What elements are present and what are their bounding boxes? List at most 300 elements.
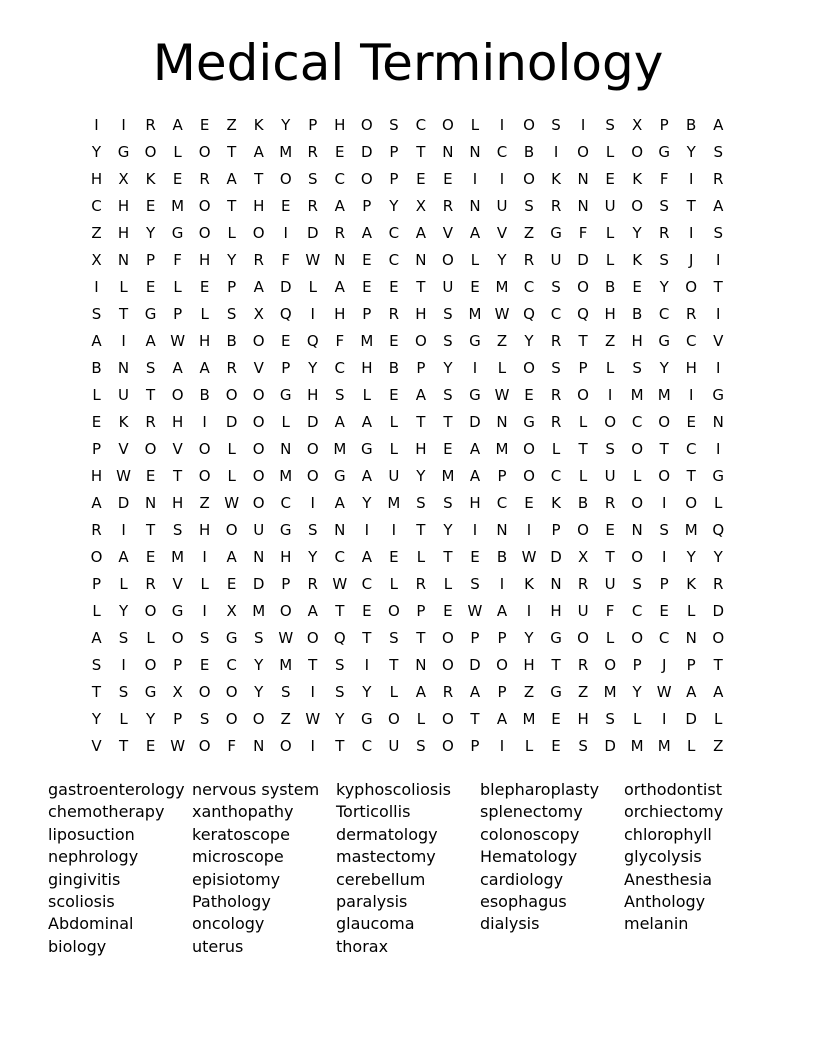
grid-letter: E	[551, 710, 561, 728]
grid-letter: E	[389, 386, 399, 404]
grid-letter: I	[94, 278, 99, 296]
grid-letter: C	[91, 197, 102, 215]
grid-letter: Y	[443, 521, 453, 539]
grid-letter: O	[252, 440, 265, 458]
grid-letter: B	[604, 278, 616, 296]
word-list-item: paralysis	[336, 892, 408, 912]
grid-letter: Z	[280, 710, 291, 728]
grid-letter: M	[360, 332, 374, 350]
grid-letter: W	[224, 494, 240, 512]
grid-letter: I	[661, 494, 667, 512]
grid-letter: O	[577, 521, 589, 539]
grid-letter: V	[172, 575, 183, 593]
grid-letter: L	[281, 413, 290, 431]
grid-letter: Q	[577, 305, 589, 323]
grid-letter: I	[202, 602, 207, 620]
grid-letter: Y	[335, 710, 345, 728]
grid-letter: O	[387, 602, 400, 620]
grid-letter: E	[632, 278, 642, 296]
grid-letter: B	[226, 332, 237, 350]
grid-letter: C	[388, 251, 400, 269]
grid-letter: M	[495, 440, 509, 458]
grid-letter: C	[361, 737, 373, 755]
grid-letter: I	[499, 170, 505, 188]
grid-row	[83, 328, 733, 355]
grid-letter: A	[415, 224, 427, 242]
word-list-item: Torticollis	[336, 802, 411, 822]
grid-letter: I	[499, 575, 505, 593]
grid-letter: L	[389, 413, 399, 431]
grid-letter: Z	[91, 224, 102, 242]
grid-letter: A	[91, 494, 102, 512]
grid-letter: Y	[308, 359, 318, 377]
grid-letter: L	[362, 386, 371, 404]
grid-letter: M	[441, 467, 455, 485]
word-list-item: uterus	[192, 936, 244, 956]
grid-letter: G	[712, 386, 725, 404]
grid-letter: A	[334, 278, 345, 296]
grid-letter: L	[714, 494, 723, 512]
grid-letter: G	[171, 602, 184, 620]
grid-letter: O	[442, 116, 454, 134]
word-list-item: kyphoscoliosis	[336, 780, 451, 799]
grid-letter: P	[470, 629, 480, 647]
grid-letter: T	[335, 602, 345, 620]
grid-row	[83, 220, 733, 247]
grid-letter: A	[686, 683, 697, 701]
grid-letter: K	[632, 170, 643, 188]
grid-letter: L	[443, 575, 453, 593]
grid-letter: P	[551, 521, 561, 539]
grid-letter: W	[332, 575, 348, 593]
grid-letter: Z	[199, 494, 210, 512]
word-list-item: keratoscope	[192, 824, 290, 844]
grid-letter: O	[225, 521, 238, 539]
grid-letter: Y	[524, 629, 534, 647]
grid-letter: T	[308, 656, 318, 674]
grid-letter: S	[172, 521, 183, 539]
grid-letter: K	[686, 575, 697, 593]
grid-letter: C	[550, 467, 562, 485]
grid-letter: L	[200, 305, 209, 323]
grid-letter: L	[308, 278, 317, 296]
grid-letter: S	[659, 521, 669, 539]
grid-letter: A	[226, 170, 237, 188]
grid-letter: E	[362, 278, 372, 296]
grid-letter: A	[496, 710, 508, 728]
word-list-item: chlorophyll	[624, 824, 712, 844]
word-list-item: chemotherapy	[48, 802, 165, 822]
grid-letter: O	[442, 710, 454, 728]
grid-letter: I	[526, 602, 532, 620]
grid-letter: X	[632, 116, 643, 134]
grid-letter: A	[118, 548, 129, 566]
grid-letter: W	[116, 467, 131, 485]
grid-letter: P	[281, 575, 291, 593]
grid-letter: A	[226, 548, 237, 566]
grid-row	[83, 139, 733, 166]
grid-letter: A	[172, 359, 183, 377]
grid-letter: P	[416, 359, 426, 377]
grid-letter: C	[685, 332, 697, 350]
grid-letter: Y	[281, 116, 291, 134]
grid-letter: R	[713, 170, 724, 188]
grid-letter: H	[307, 386, 319, 404]
grid-letter: D	[361, 143, 373, 161]
word-column	[624, 779, 768, 958]
grid-letter: B	[577, 494, 589, 512]
grid-letter: L	[497, 359, 507, 377]
grid-letter: M	[684, 521, 698, 539]
grid-letter: A	[361, 224, 372, 242]
word-list-item: biology	[48, 936, 107, 956]
grid-letter: N	[415, 251, 427, 269]
grid-letter: R	[307, 197, 318, 215]
grid-letter: S	[470, 575, 480, 593]
grid-letter: E	[280, 332, 291, 350]
grid-letter: O	[604, 413, 617, 431]
grid-letter: X	[226, 602, 237, 620]
grid-letter: U	[550, 251, 562, 269]
grid-letter: H	[334, 305, 346, 323]
grid-letter: G	[225, 629, 238, 647]
grid-letter: A	[145, 332, 156, 350]
grid-letter: M	[657, 737, 671, 755]
grid-letter: V	[172, 440, 183, 458]
grid-letter: Y	[362, 683, 372, 701]
grid-letter: I	[526, 521, 532, 539]
grid-letter: P	[659, 116, 669, 134]
grid-letter: K	[632, 251, 643, 269]
grid-letter: B	[91, 359, 102, 377]
grid-letter: E	[172, 170, 183, 188]
grid-letter: Y	[686, 143, 696, 161]
grid-letter: M	[657, 386, 671, 404]
grid-letter: N	[334, 251, 346, 269]
grid-letter: O	[252, 332, 265, 350]
grid-letter: O	[631, 629, 644, 647]
word-list-item: Abdominal	[48, 914, 134, 934]
grid-letter: C	[334, 359, 346, 377]
grid-letter: S	[713, 143, 723, 161]
grid-letter: R	[145, 413, 156, 431]
grid-letter: S	[578, 737, 588, 755]
grid-letter: K	[524, 575, 534, 593]
grid-letter: J	[688, 251, 694, 269]
grid-letter: T	[605, 548, 615, 566]
grid-letter: N	[442, 143, 454, 161]
grid-letter: O	[198, 197, 211, 215]
grid-letter: O	[442, 251, 454, 269]
grid-letter: Y	[227, 251, 237, 269]
grid-letter: R	[307, 143, 318, 161]
grid-letter: I	[310, 305, 315, 323]
grid-letter: O	[252, 413, 265, 431]
grid-letter: Y	[362, 494, 372, 512]
grid-letter: S	[713, 224, 723, 242]
grid-letter: G	[658, 332, 670, 350]
grid-letter: I	[688, 224, 694, 242]
grid-letter: A	[361, 548, 372, 566]
word-list-item: glycolysis	[624, 847, 702, 867]
grid-letter: O	[523, 359, 535, 377]
grid-letter: Y	[145, 710, 156, 728]
grid-letter: Z	[523, 224, 535, 242]
grid-letter: R	[442, 197, 454, 215]
grid-letter: A	[469, 224, 481, 242]
grid-letter: O	[252, 494, 265, 512]
grid-letter: E	[605, 170, 615, 188]
grid-letter: L	[92, 386, 101, 404]
grid-letter: S	[443, 332, 453, 350]
grid-letter: W	[305, 710, 321, 728]
grid-letter: A	[253, 278, 264, 296]
grid-letter: P	[173, 710, 183, 728]
grid-letter: V	[496, 224, 508, 242]
grid-letter: D	[306, 224, 319, 242]
grid-letter: S	[443, 305, 453, 323]
grid-letter: L	[416, 710, 426, 728]
grid-letter: T	[416, 629, 426, 647]
grid-letter: O	[658, 467, 671, 485]
grid-letter: M	[603, 683, 617, 701]
grid-letter: N	[415, 656, 427, 674]
grid-letter: M	[252, 602, 266, 620]
grid-letter: H	[604, 305, 616, 323]
grid-letter: T	[335, 737, 345, 755]
grid-letter: P	[497, 629, 507, 647]
grid-row	[83, 247, 733, 274]
grid-letter: Z	[523, 683, 535, 701]
grid-letter: O	[658, 413, 671, 431]
grid-letter: N	[280, 440, 292, 458]
grid-letter: O	[523, 467, 535, 485]
grid-letter: R	[577, 656, 589, 674]
grid-letter: O	[144, 440, 157, 458]
grid-letter: N	[496, 413, 508, 431]
grid-letter: T	[578, 332, 588, 350]
grid-letter: X	[118, 170, 129, 188]
grid-letter: A	[172, 116, 183, 134]
grid-letter: E	[470, 548, 480, 566]
grid-letter: H	[361, 359, 373, 377]
grid-letter: I	[716, 251, 721, 269]
grid-letter: E	[389, 548, 399, 566]
grid-letter: S	[659, 197, 669, 215]
grid-letter: S	[605, 440, 615, 458]
grid-letter: N	[685, 629, 697, 647]
grid-letter: T	[578, 440, 588, 458]
grid-letter: A	[469, 683, 481, 701]
word-list-item: episiotomy	[192, 869, 281, 889]
grid-letter: C	[658, 629, 670, 647]
grid-letter: H	[199, 332, 211, 350]
grid-letter: P	[281, 359, 291, 377]
grid-letter: O	[252, 224, 265, 242]
grid-letter: I	[121, 332, 126, 350]
grid-letter: T	[686, 197, 696, 215]
grid-letter: X	[577, 548, 589, 566]
grid-letter: R	[550, 197, 562, 215]
grid-letter: P	[497, 467, 507, 485]
grid-letter: S	[605, 710, 615, 728]
grid-letter: O	[577, 629, 589, 647]
grid-letter: O	[225, 386, 238, 404]
grid-letter: L	[227, 440, 236, 458]
grid-letter: A	[199, 359, 210, 377]
grid-letter: O	[144, 143, 157, 161]
grid-letter: C	[334, 170, 346, 188]
grid-letter: O	[442, 737, 454, 755]
grid-letter: C	[388, 224, 400, 242]
word-list-item: Anthology	[624, 892, 706, 912]
grid-letter: W	[170, 737, 186, 755]
grid-letter: Q	[523, 305, 535, 323]
grid-letter: O	[360, 116, 373, 134]
grid-letter: O	[252, 386, 265, 404]
grid-letter: G	[333, 467, 346, 485]
grid-letter: C	[550, 305, 562, 323]
grid-letter: S	[91, 656, 102, 674]
grid-letter: O	[360, 170, 373, 188]
grid-letter: I	[121, 656, 126, 674]
grid-letter: C	[415, 116, 427, 134]
grid-letter: U	[388, 467, 400, 485]
grid-letter: L	[173, 278, 182, 296]
grid-letter: O	[631, 197, 644, 215]
grid-letter: G	[117, 143, 130, 161]
grid-letter: E	[145, 197, 156, 215]
grid-letter: L	[389, 575, 399, 593]
grid-letter: H	[117, 197, 130, 215]
grid-letter: M	[630, 386, 644, 404]
grid-letter: Y	[254, 683, 264, 701]
grid-letter: V	[91, 737, 102, 755]
grid-letter: Y	[118, 602, 129, 620]
grid-letter: A	[253, 143, 264, 161]
grid-letter: H	[415, 305, 427, 323]
grid-letter: C	[496, 494, 508, 512]
grid-letter: I	[364, 521, 370, 539]
grid-row	[83, 274, 733, 301]
grid-letter: N	[577, 197, 589, 215]
grid-letter: I	[607, 386, 613, 404]
grid-row	[83, 463, 733, 490]
grid-letter: A	[334, 494, 345, 512]
word-list-item: orthodontist	[624, 780, 722, 799]
grid-letter: S	[199, 629, 210, 647]
grid-letter: D	[469, 656, 481, 674]
grid-letter: C	[334, 548, 346, 566]
grid-letter: I	[716, 305, 721, 323]
word-list-item: colonoscopy	[480, 824, 580, 844]
grid-letter: T	[416, 413, 426, 431]
grid-row	[83, 544, 733, 571]
grid-letter: S	[308, 170, 318, 188]
grid-letter: E	[686, 413, 696, 431]
grid-letter: G	[550, 224, 562, 242]
grid-letter: U	[118, 386, 130, 404]
grid-letter: Y	[659, 359, 669, 377]
grid-letter: M	[279, 143, 293, 161]
grid-letter: T	[389, 656, 399, 674]
grid-letter: Q	[279, 305, 292, 323]
grid-letter: N	[631, 521, 643, 539]
grid-letter: P	[91, 440, 102, 458]
grid-letter: C	[685, 440, 697, 458]
grid-letter: S	[308, 521, 318, 539]
grid-letter: Y	[443, 359, 453, 377]
grid-letter: L	[605, 224, 615, 242]
grid-letter: D	[279, 278, 292, 296]
grid-letter: O	[252, 710, 265, 728]
word-list-item: thorax	[336, 936, 389, 956]
grid-letter: U	[577, 602, 589, 620]
grid-row	[83, 193, 733, 220]
grid-letter: A	[334, 197, 345, 215]
grid-letter: L	[687, 737, 696, 755]
grid-letter: D	[469, 413, 481, 431]
grid-letter: S	[551, 278, 561, 296]
grid-letter: P	[497, 683, 507, 701]
grid-letter: R	[442, 683, 454, 701]
grid-letter: R	[334, 224, 346, 242]
grid-row	[83, 652, 733, 679]
grid-letter: O	[604, 656, 617, 674]
grid-letter: T	[227, 197, 237, 215]
grid-letter: H	[171, 494, 184, 512]
grid-letter: I	[688, 170, 694, 188]
grid-letter: T	[227, 143, 237, 161]
grid-letter: G	[712, 467, 725, 485]
grid-letter: O	[279, 170, 292, 188]
grid-letter: E	[145, 548, 156, 566]
grid-letter: R	[91, 521, 102, 539]
grid-letter: M	[468, 305, 482, 323]
grid-letter: A	[415, 386, 427, 404]
grid-letter: S	[389, 629, 399, 647]
grid-letter: S	[632, 359, 642, 377]
grid-letter: F	[281, 251, 291, 269]
grid-letter: X	[91, 251, 102, 269]
grid-letter: M	[171, 197, 185, 215]
grid-row	[83, 679, 733, 706]
grid-letter: C	[658, 305, 670, 323]
grid-letter: T	[416, 278, 426, 296]
grid-letter: C	[496, 143, 508, 161]
grid-letter: R	[145, 575, 156, 593]
grid-letter: A	[469, 467, 481, 485]
grid-letter: G	[550, 629, 562, 647]
grid-letter: L	[173, 143, 182, 161]
grid-letter: E	[280, 197, 291, 215]
grid-letter: L	[578, 413, 588, 431]
grid-letter: K	[551, 170, 561, 188]
grid-letter: M	[522, 710, 536, 728]
grid-letter: E	[443, 440, 453, 458]
grid-letter: G	[171, 224, 184, 242]
word-list-item: Hematology	[480, 847, 578, 867]
grid-letter: G	[361, 440, 373, 458]
letter-grid	[83, 112, 733, 760]
grid-letter: G	[279, 386, 292, 404]
grid-letter: T	[713, 656, 723, 674]
grid-letter: I	[202, 548, 207, 566]
grid-letter: H	[334, 116, 346, 134]
grid-letter: L	[200, 575, 209, 593]
grid-letter: U	[604, 197, 616, 215]
grid-letter: O	[685, 278, 698, 296]
